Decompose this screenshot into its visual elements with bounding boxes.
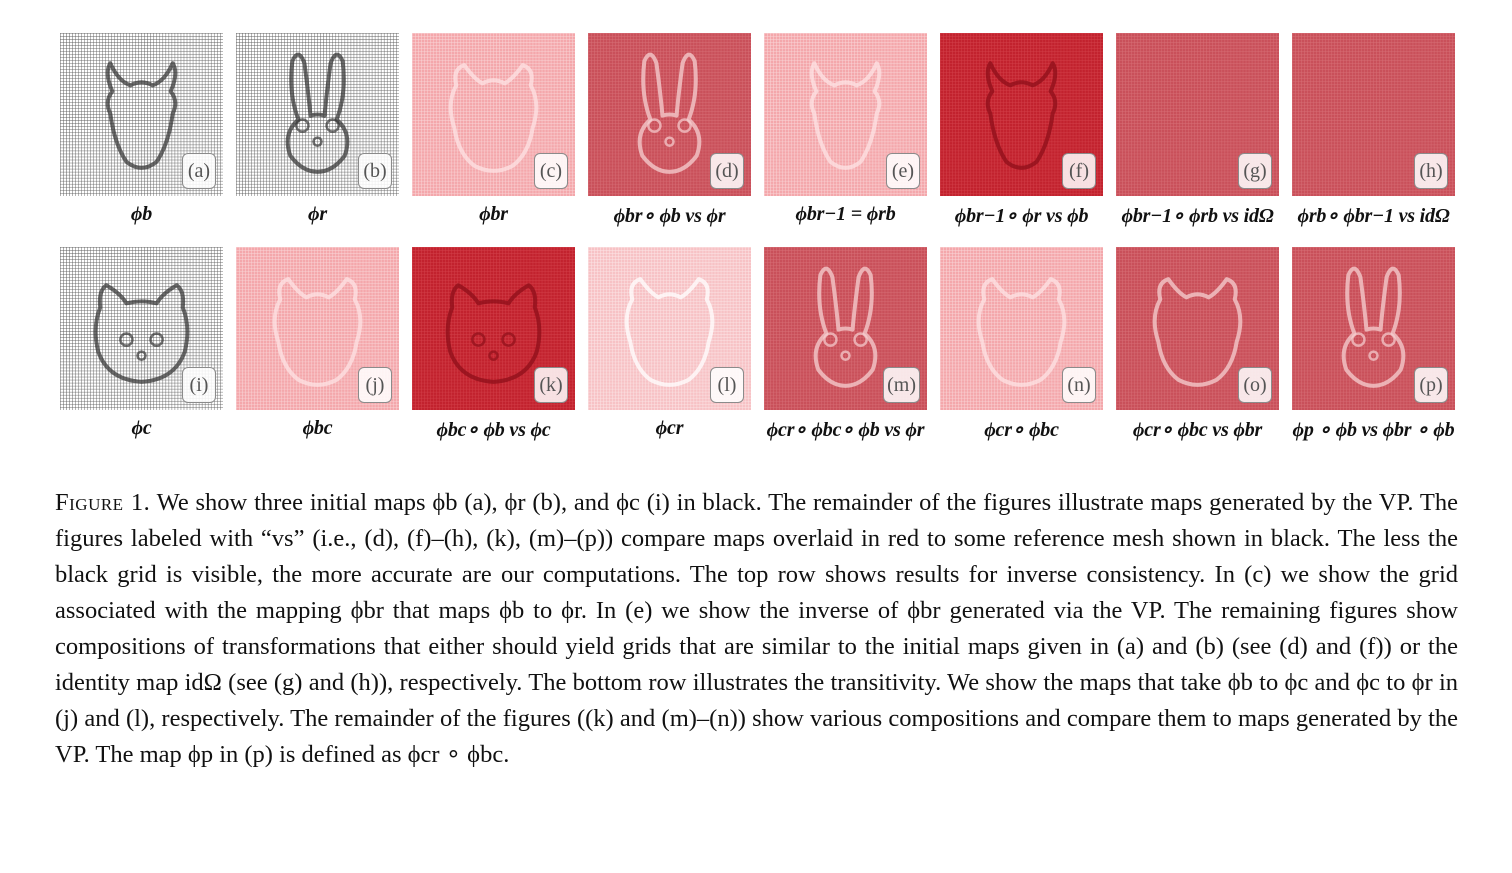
panel-l	[588, 247, 751, 447]
panel-d	[588, 33, 751, 233]
panel-label-e: ϕbr−1 = ϕrb	[795, 203, 896, 225]
panel-label-b: ϕr	[308, 203, 327, 225]
grid-image-k	[412, 247, 575, 410]
panel-tag-n: (n)	[1062, 367, 1096, 403]
panel-label-c: ϕbr	[479, 203, 508, 225]
panel-o	[1116, 247, 1279, 447]
panel-label-m: ϕcr∘ ϕbc∘ ϕb vs ϕr	[766, 419, 925, 441]
bottom-row	[60, 247, 1455, 447]
panel-h	[1292, 33, 1455, 233]
panel-tag-h: (h)	[1414, 153, 1448, 189]
grid-image-f	[940, 33, 1103, 196]
panel-a	[60, 33, 223, 233]
panel-label-a: ϕb	[130, 203, 153, 225]
panel-tag-a: (a)	[182, 153, 216, 189]
panel-tag-l: (l)	[710, 367, 744, 403]
panel-label-k: ϕbc∘ ϕb vs ϕc	[436, 419, 551, 441]
panel-tag-i: (i)	[182, 367, 216, 403]
panel-label-h: ϕrb∘ ϕbr−1 vs idΩ	[1297, 205, 1450, 227]
caption-text: We show three initial maps ϕb (a), ϕr (b), and ϕc (i) in black. The remainder of the figures illustrate maps generated by the VP. The figures labeled with “vs” (i.e., (d), (f)–(h), (k), (m)–(p)) compare maps overlaid in red to some reference mesh shown in black. The less the black grid is visible, the more accurate are our computations. The top row shows results for inverse consistency. In (c) we show the grid associated with the mapping ϕbr that maps ϕb to ϕr. In (e) we show the inverse of ϕbr generated via the VP. The remaining figures show compositions of transformations that either should yield grids that are similar to the initial maps given in (a) and (b) (see (d) and (f)) or the identity map idΩ (see (g) and (h)), respectively. The bottom row illustrates the transitivity. We show the maps that take ϕb to ϕc and ϕc to ϕr in (j) and (l), respectively. The remainder of the figures ((k) and (m)–(n)) show various compositions and compare them to maps generated by the VP. The map ϕp in (p) is defined as ϕcr ∘ ϕbc.	[55, 489, 1458, 768]
grid-image-l	[588, 247, 751, 410]
grid-image-o	[1116, 247, 1279, 410]
panel-tag-f: (f)	[1062, 153, 1096, 189]
panel-tag-d: (d)	[710, 153, 744, 189]
figure-number: Figure 1.	[55, 489, 151, 516]
panel-tag-c: (c)	[534, 153, 568, 189]
grid-image-j	[236, 247, 399, 410]
panel-label-n: ϕcr∘ ϕbc	[984, 419, 1059, 441]
grid-image-d	[588, 33, 751, 196]
panel-label-o: ϕcr∘ ϕbc vs ϕbr	[1132, 419, 1263, 441]
panel-tag-e: (e)	[886, 153, 920, 189]
panel-tag-k: (k)	[534, 367, 568, 403]
top-row	[60, 33, 1455, 233]
panel-tag-j: (j)	[358, 367, 392, 403]
panel-label-d: ϕbr∘ ϕb vs ϕr	[613, 205, 726, 227]
panel-e	[764, 33, 927, 233]
panel-tag-g: (g)	[1238, 153, 1272, 189]
panel-label-f: ϕbr−1∘ ϕr vs ϕb	[954, 205, 1089, 227]
panel-k	[412, 247, 575, 447]
panel-tag-m: (m)	[883, 367, 920, 403]
figure-caption	[55, 485, 1458, 773]
panel-tag-o: (o)	[1238, 367, 1272, 403]
grid-image-a	[60, 33, 223, 196]
grid-image-g	[1116, 33, 1279, 196]
grid-image-b	[236, 33, 399, 196]
grid-image-n	[940, 247, 1103, 410]
panel-j	[236, 247, 399, 447]
grid-image-e	[764, 33, 927, 196]
panel-label-j: ϕbc	[302, 417, 333, 439]
grid-image-m	[764, 247, 927, 410]
panel-label-l: ϕcr	[655, 417, 684, 439]
grid-image-c	[412, 33, 575, 196]
panel-f	[940, 33, 1103, 233]
panel-label-i: ϕc	[131, 417, 152, 439]
panel-m	[764, 247, 927, 447]
panel-label-g: ϕbr−1∘ ϕrb vs idΩ	[1121, 205, 1274, 227]
panel-n	[940, 247, 1103, 447]
panel-p	[1292, 247, 1455, 447]
panel-tag-p: (p)	[1414, 367, 1448, 403]
panel-i	[60, 247, 223, 447]
grid-image-h	[1292, 33, 1455, 196]
panel-g	[1116, 33, 1279, 233]
panel-label-p: ϕp ∘ ϕb vs ϕbr ∘ ϕb	[1292, 419, 1455, 441]
grid-image-p	[1292, 247, 1455, 410]
grid-image-i	[60, 247, 223, 410]
panel-tag-b: (b)	[358, 153, 392, 189]
panel-c	[412, 33, 575, 233]
panel-b	[236, 33, 399, 233]
